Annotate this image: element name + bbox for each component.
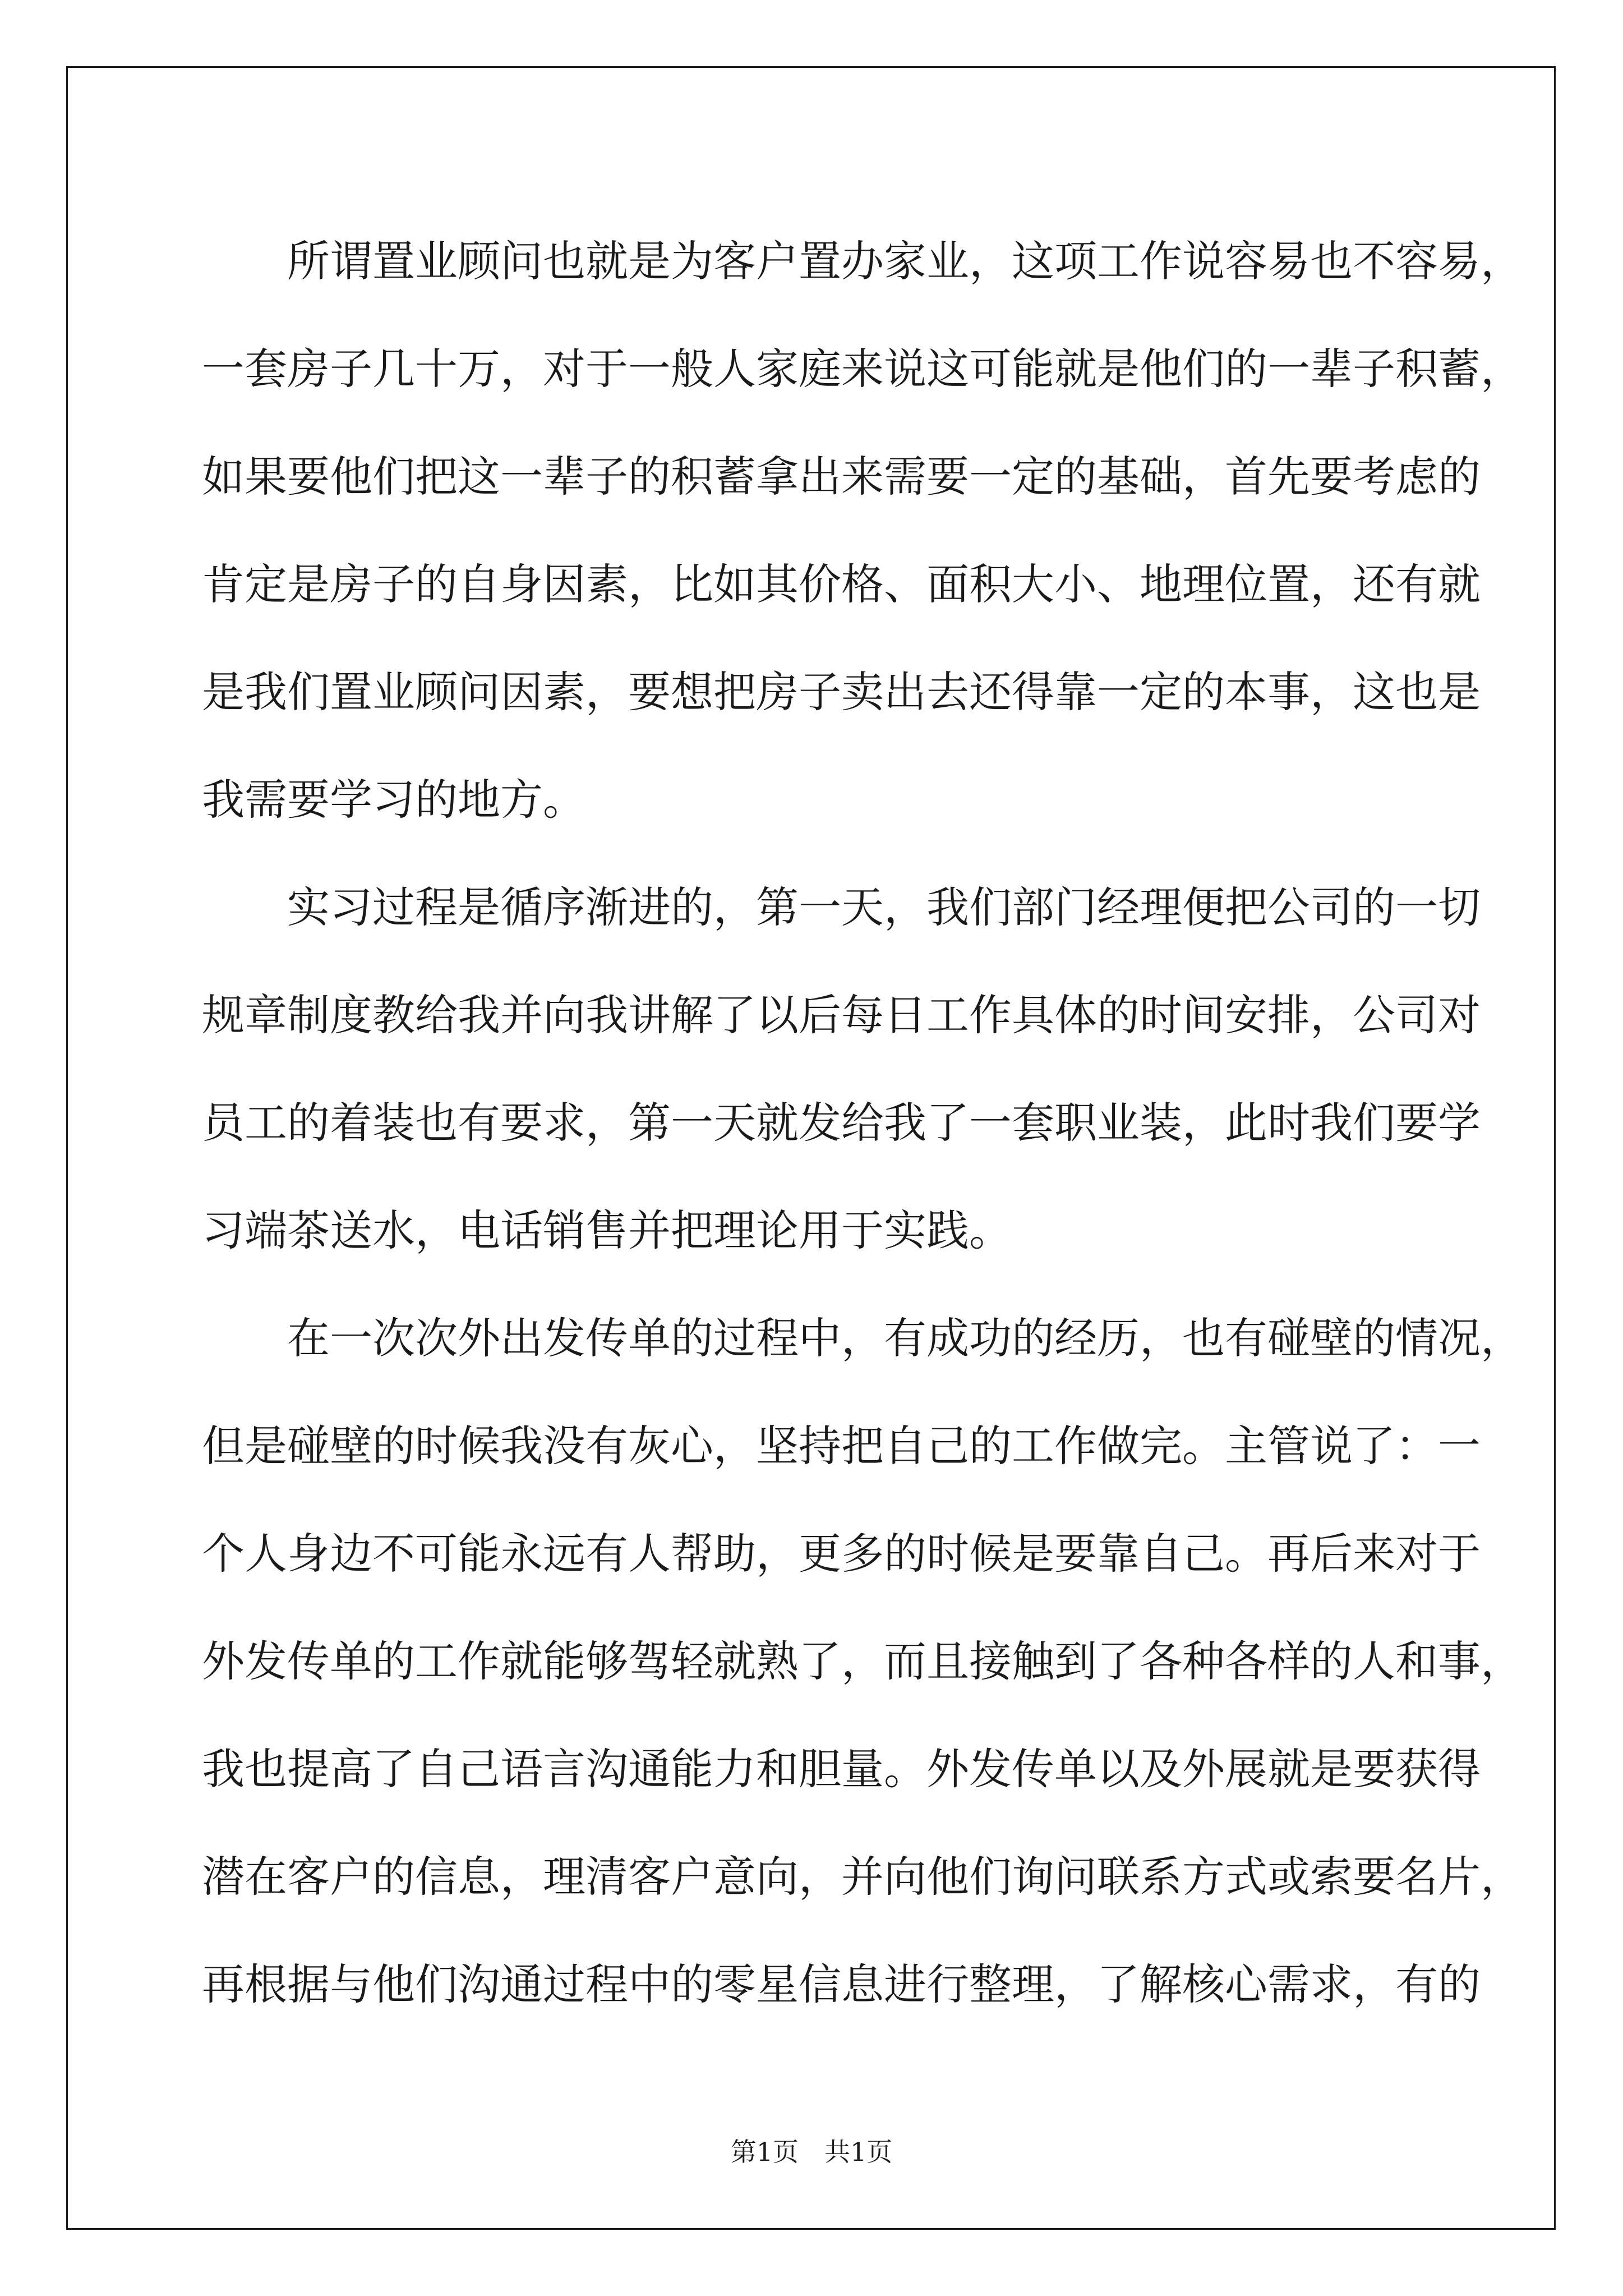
paragraph-1-line-5: 是我们置业顾问因素，要想把房子卖出去还得靠一定的本事，这也是 (202, 667, 1481, 717)
paragraph-2-line-1: 实习过程是循序渐进的，第一天，我们部门经理便把公司的一切 (287, 882, 1481, 932)
paragraph-3-line-4: 外发传单的工作就能够驾轻就熟了，而且接触到了各种各样的人和事， (202, 1636, 1523, 1686)
paragraph-1-line-4: 肯定是房子的自身因素，比如其价格、面积大小、地理位置，还有就 (202, 559, 1481, 609)
paragraph-1-line-2: 一套房子几十万，对于一般人家庭来说这可能就是他们的一辈子积蓄， (202, 344, 1523, 394)
paragraph-2-line-2: 规章制度教给我并向我讲解了以后每日工作具体的时间安排，公司对 (202, 990, 1481, 1040)
paragraph-2-line-4: 习端茶送水，电话销售并把理论用于实践。 (202, 1205, 1012, 1255)
paragraph-3-line-5: 我也提高了自己语言沟通能力和胆量。外发传单以及外展就是要获得 (202, 1744, 1481, 1794)
page-footer (0, 2132, 1623, 2169)
paragraph-1-line-1: 所谓置业顾问也就是为客户置办家业，这项工作说容易也不容易， (287, 236, 1523, 286)
paragraph-1-line-6: 我需要学习的地方。 (202, 775, 585, 825)
paragraph-3-line-6: 潜在客户的信息，理清客户意向，并向他们询问联系方式或索要名片， (202, 1852, 1523, 1902)
paragraph-3-line-3: 个人身边不可能永远有人帮助，更多的时候是要靠自己。再后来对于 (202, 1529, 1481, 1579)
paragraph-3-line-7: 再根据与他们沟通过程中的零星信息进行整理，了解核心需求，有的 (202, 1959, 1481, 2009)
document-body (202, 208, 1523, 2039)
paragraph-3-line-2: 但是碰壁的时候我没有灰心，坚持把自己的工作做完。主管说了：一 (202, 1421, 1481, 1471)
paragraph-1-line-3: 如果要他们把这一辈子的积蓄拿出来需要一定的基础，首先要考虑的 (202, 452, 1481, 501)
total-pages-label: 共1页 (824, 2137, 893, 2167)
page-number-label: 第1页 (730, 2137, 799, 2167)
paragraph-3-line-1: 在一次次外出发传单的过程中，有成功的经历，也有碰壁的情况， (287, 1313, 1523, 1363)
paragraph-2-line-3: 员工的着装也有要求，第一天就发给我了一套职业装，此时我们要学 (202, 1098, 1481, 1148)
